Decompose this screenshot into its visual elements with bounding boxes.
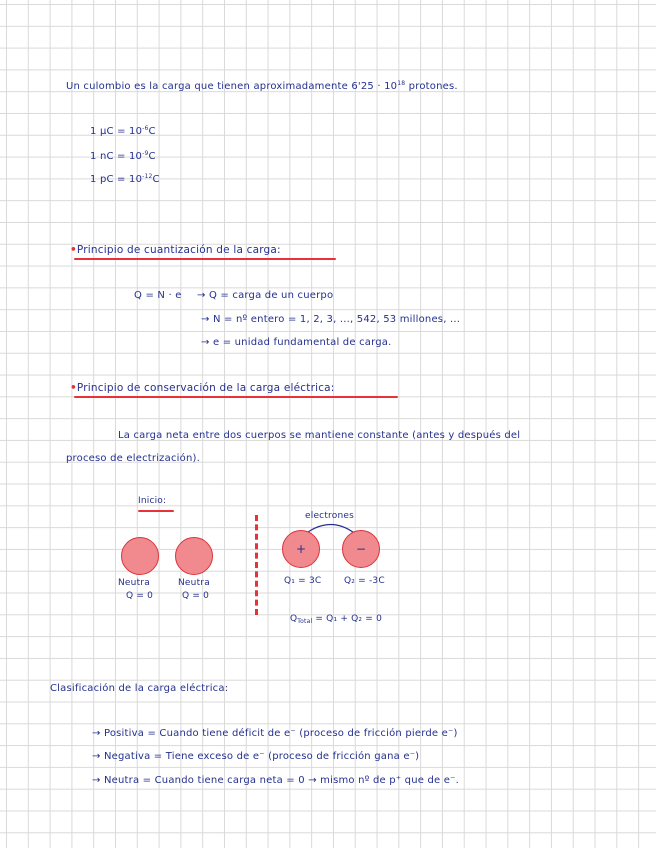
positive-sign: +	[295, 542, 307, 556]
right-sphere-name: Neutra	[178, 578, 210, 588]
classification-heading: Clasificación de la carga eléctrica:	[50, 683, 229, 694]
intro-exponent: 18	[397, 80, 406, 87]
electrons-label: electrones	[305, 511, 354, 521]
neutral-sphere-right	[175, 537, 213, 575]
positive-sphere	[282, 530, 320, 568]
total-sub: Total	[297, 618, 313, 625]
classification-negative: → Negativa = Tiene exceso de e⁻ (proceso de fricción gana e⁻)	[92, 751, 420, 762]
total-rest: = Q₁ + Q₂ = 0	[312, 614, 383, 624]
left-sphere-value: Q = 0	[126, 591, 154, 601]
unit-nano-exp: -9	[142, 150, 149, 157]
classification-positive: → Positiva = Cuando tiene déficit de e⁻ (proceso de fricción pierde e⁻)	[92, 728, 458, 739]
quantization-underline	[74, 258, 336, 260]
intro-main: Un culombio es la carga que tienen aproximadamente 6'25 · 10	[66, 81, 398, 92]
q2-label: Q₂ = -3C	[344, 576, 385, 586]
intro-text	[66, 80, 458, 92]
total-charge	[290, 614, 382, 625]
quantization-formula: Q = N · e	[134, 290, 182, 301]
conservation-heading	[70, 382, 335, 394]
quantization-heading	[70, 244, 281, 256]
conservation-heading-text: Principio de conservación de la carga eléctrica:	[76, 382, 335, 394]
quantization-item-e: → e = unidad fundamental de carga.	[201, 337, 392, 348]
bullet-dot: •	[70, 244, 77, 256]
unit-pico	[90, 173, 160, 185]
left-sphere-name: Neutra	[118, 578, 150, 588]
unit-pico-exp: -12	[142, 173, 153, 180]
right-sphere-value: Q = 0	[182, 591, 210, 601]
quantization-item-q: → Q = carga de un cuerpo	[197, 290, 334, 301]
conservation-line1: La carga neta entre dos cuerpos se mantiene constante (antes y después del	[118, 430, 521, 441]
unit-pico-lhs: 1 pC = 10	[90, 174, 143, 185]
quantization-heading-text: Principio de cuantización de la carga:	[76, 244, 281, 256]
unit-nano-unit: C	[148, 151, 156, 162]
unit-nano-lhs: 1 nC = 10	[90, 151, 143, 162]
divider-dashed-line	[255, 515, 258, 615]
unit-nano	[90, 150, 156, 162]
unit-micro-lhs: 1 µC = 10	[90, 126, 143, 137]
unit-pico-unit: C	[152, 174, 160, 185]
unit-micro	[90, 125, 156, 137]
conservation-line2: proceso de electrización).	[66, 453, 200, 464]
negative-sphere	[342, 530, 380, 568]
conservation-underline	[74, 396, 398, 398]
inicio-underline	[138, 510, 174, 512]
bullet-dot: •	[70, 382, 77, 394]
q1-label: Q₁ = 3C	[284, 576, 322, 586]
quantization-item-n: → N = nº entero = 1, 2, 3, ..., 542, 53 millones, ...	[201, 314, 461, 325]
negative-sign: −	[355, 542, 367, 556]
classification-neutral: → Neutra = Cuando tiene carga neta = 0 → mismo nº de p⁺ que de e⁻.	[92, 775, 459, 786]
total-q: Q	[290, 614, 298, 624]
unit-micro-exp: -6	[142, 125, 149, 132]
neutral-sphere-left	[121, 537, 159, 575]
intro-tail: protones.	[405, 81, 458, 92]
unit-micro-unit: C	[148, 126, 156, 137]
inicio-label: Inicio:	[138, 496, 167, 506]
